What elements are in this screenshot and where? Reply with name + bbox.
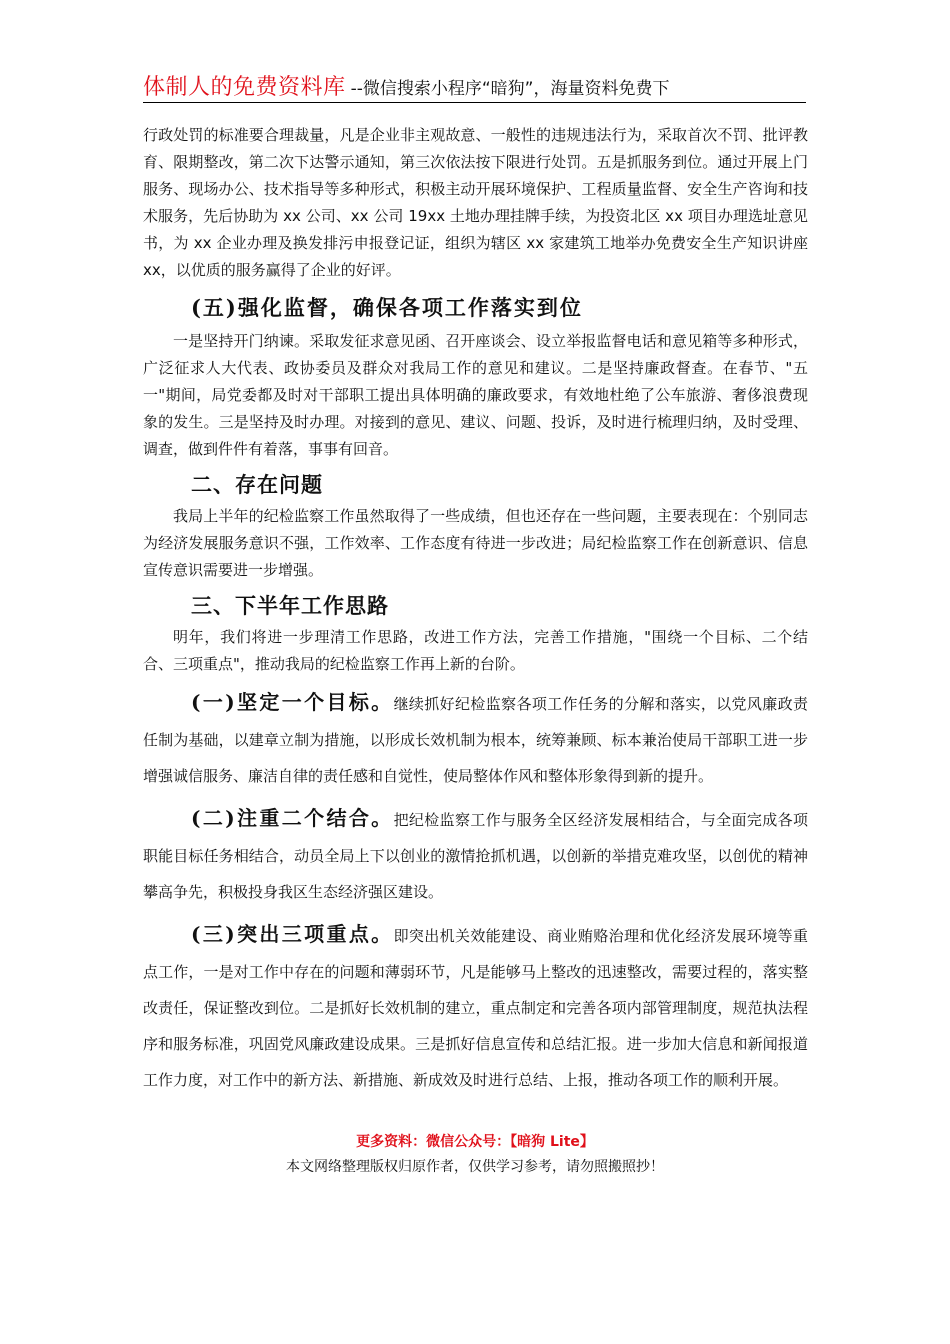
part3-heading: 三、下半年工作思路: [191, 594, 389, 618]
page-header: [143, 70, 806, 103]
intro-paragraph: 行政处罚的标准要合理裁量，凡是企业非主观故意、一般性的违规违法行为，采取首次不罚、批评教育、限期整改，第二次下达警示通知，第三次依法按下限进行处罚。五是抓服务到位。通过开展上门服务、现场办公、技术指导等多种形式，积极主动开展环境保护、工程质量监督、安全生产咨询和技术服务，先后协助为 xx 公司、xx 公司 19xx 土地办理挂牌手续，为投资北区 xx 项目办理选址意见书，为 xx 企业办理及换发排污申报登记证，组织为辖区 xx 家建筑工地举办免费安全生产知识讲座 xx，以优质的服务赢得了企业的好评。: [143, 126, 808, 279]
goal-item-3: [143, 916, 808, 1098]
header-subtitle: --微信搜索小程序“暗狗”，海量资料免费下: [350, 79, 670, 99]
goal-item-1-text: 继续抓好纪检监察各项工作任务的分解和落实，以党风廉政责任制为基础，以建章立制为措施，以形成长效机制为根本，统筹兼顾、标本兼治使局干部职工进一步增强诚信服务、廉洁自律的责任感和自觉性，使局整体作风和整体形象得到新的提升。: [143, 695, 808, 785]
part3-paragraph: 明年，我们将进一步理清工作思路，改进工作方法，完善工作措施，"围绕一个目标、二个结合、三项重点"，推动我局的纪检监察工作再上新的台阶。: [143, 628, 808, 673]
goal-item-2-title: (二)注重二个结合。: [191, 806, 394, 830]
goal-item-1: [143, 684, 808, 794]
goal-item-2: [143, 800, 808, 910]
part2-heading: 二、存在问题: [191, 473, 323, 497]
goal-item-3-text: 即突出机关效能建设、商业贿赂治理和优化经济发展环境等重点工作，一是对工作中存在的问题和薄弱环节，凡是能够马上整改的迅速整改，需要过程的，落实整改责任，保证整改到位。二是抓好长效机制的建立，重点制定和完善各项内部管理制度，规范执法程序和服务标准，巩固党风廉政建设成果。三是抓好信息宣传和总结汇报。进一步加大信息和新闻报道工作力度，对工作中的新方法、新措施、新成效及时进行总结、上报，推动各项工作的顺利开展。: [143, 927, 808, 1089]
page-footer: [0, 1130, 950, 1180]
section5-paragraph: 一是坚持开门纳谏。采取发征求意见函、召开座谈会、设立举报监督电话和意见箱等多种形式，广泛征求人大代表、政协委员及群众对我局工作的意见和建议。二是坚持廉政督查。在春节、"五一"期间，局党委都及时对干部职工提出具体明确的廉政要求，有效地杜绝了公车旅游、奢侈浪费现象的发生。三是坚持及时办理。对接到的意见、建议、问题、投诉，及时进行梳理归纳，及时受理、调查，做到件件有着落，事事有回音。: [143, 332, 808, 458]
goal-item-2-text: 把纪检监察工作与服务全区经济发展相结合，与全面完成各项职能目标任务相结合，动员全局上下以创业的激情抢抓机遇，以创新的举措克难攻坚，以创优的精神攀高争先，积极投身我区生态经济强区建设。: [143, 811, 808, 901]
header-brand: 体制人的免费资料库: [143, 75, 346, 100]
footer-copyright: 本文网络整理版权归原作者，仅供学习参考，请勿照搬照抄！: [286, 1159, 664, 1175]
document-body: [143, 122, 808, 1098]
goal-item-1-title: (一)坚定一个目标。: [191, 690, 394, 714]
footer-promo: 更多资料：微信公众号：【暗狗 Lite】: [356, 1134, 594, 1150]
goal-item-3-title: (三)突出三项重点。: [191, 922, 394, 946]
part2-paragraph: 我局上半年的纪检监察工作虽然取得了一些成绩，但也还存在一些问题，主要表现在：个别同志为经济发展服务意识不强，工作效率、工作态度有待进一步改进；局纪检监察工作在创新意识、信息宣传意识需要进一步增强。: [143, 507, 808, 579]
section5-heading: (五)强化监督，确保各项工作落实到位: [191, 295, 583, 320]
